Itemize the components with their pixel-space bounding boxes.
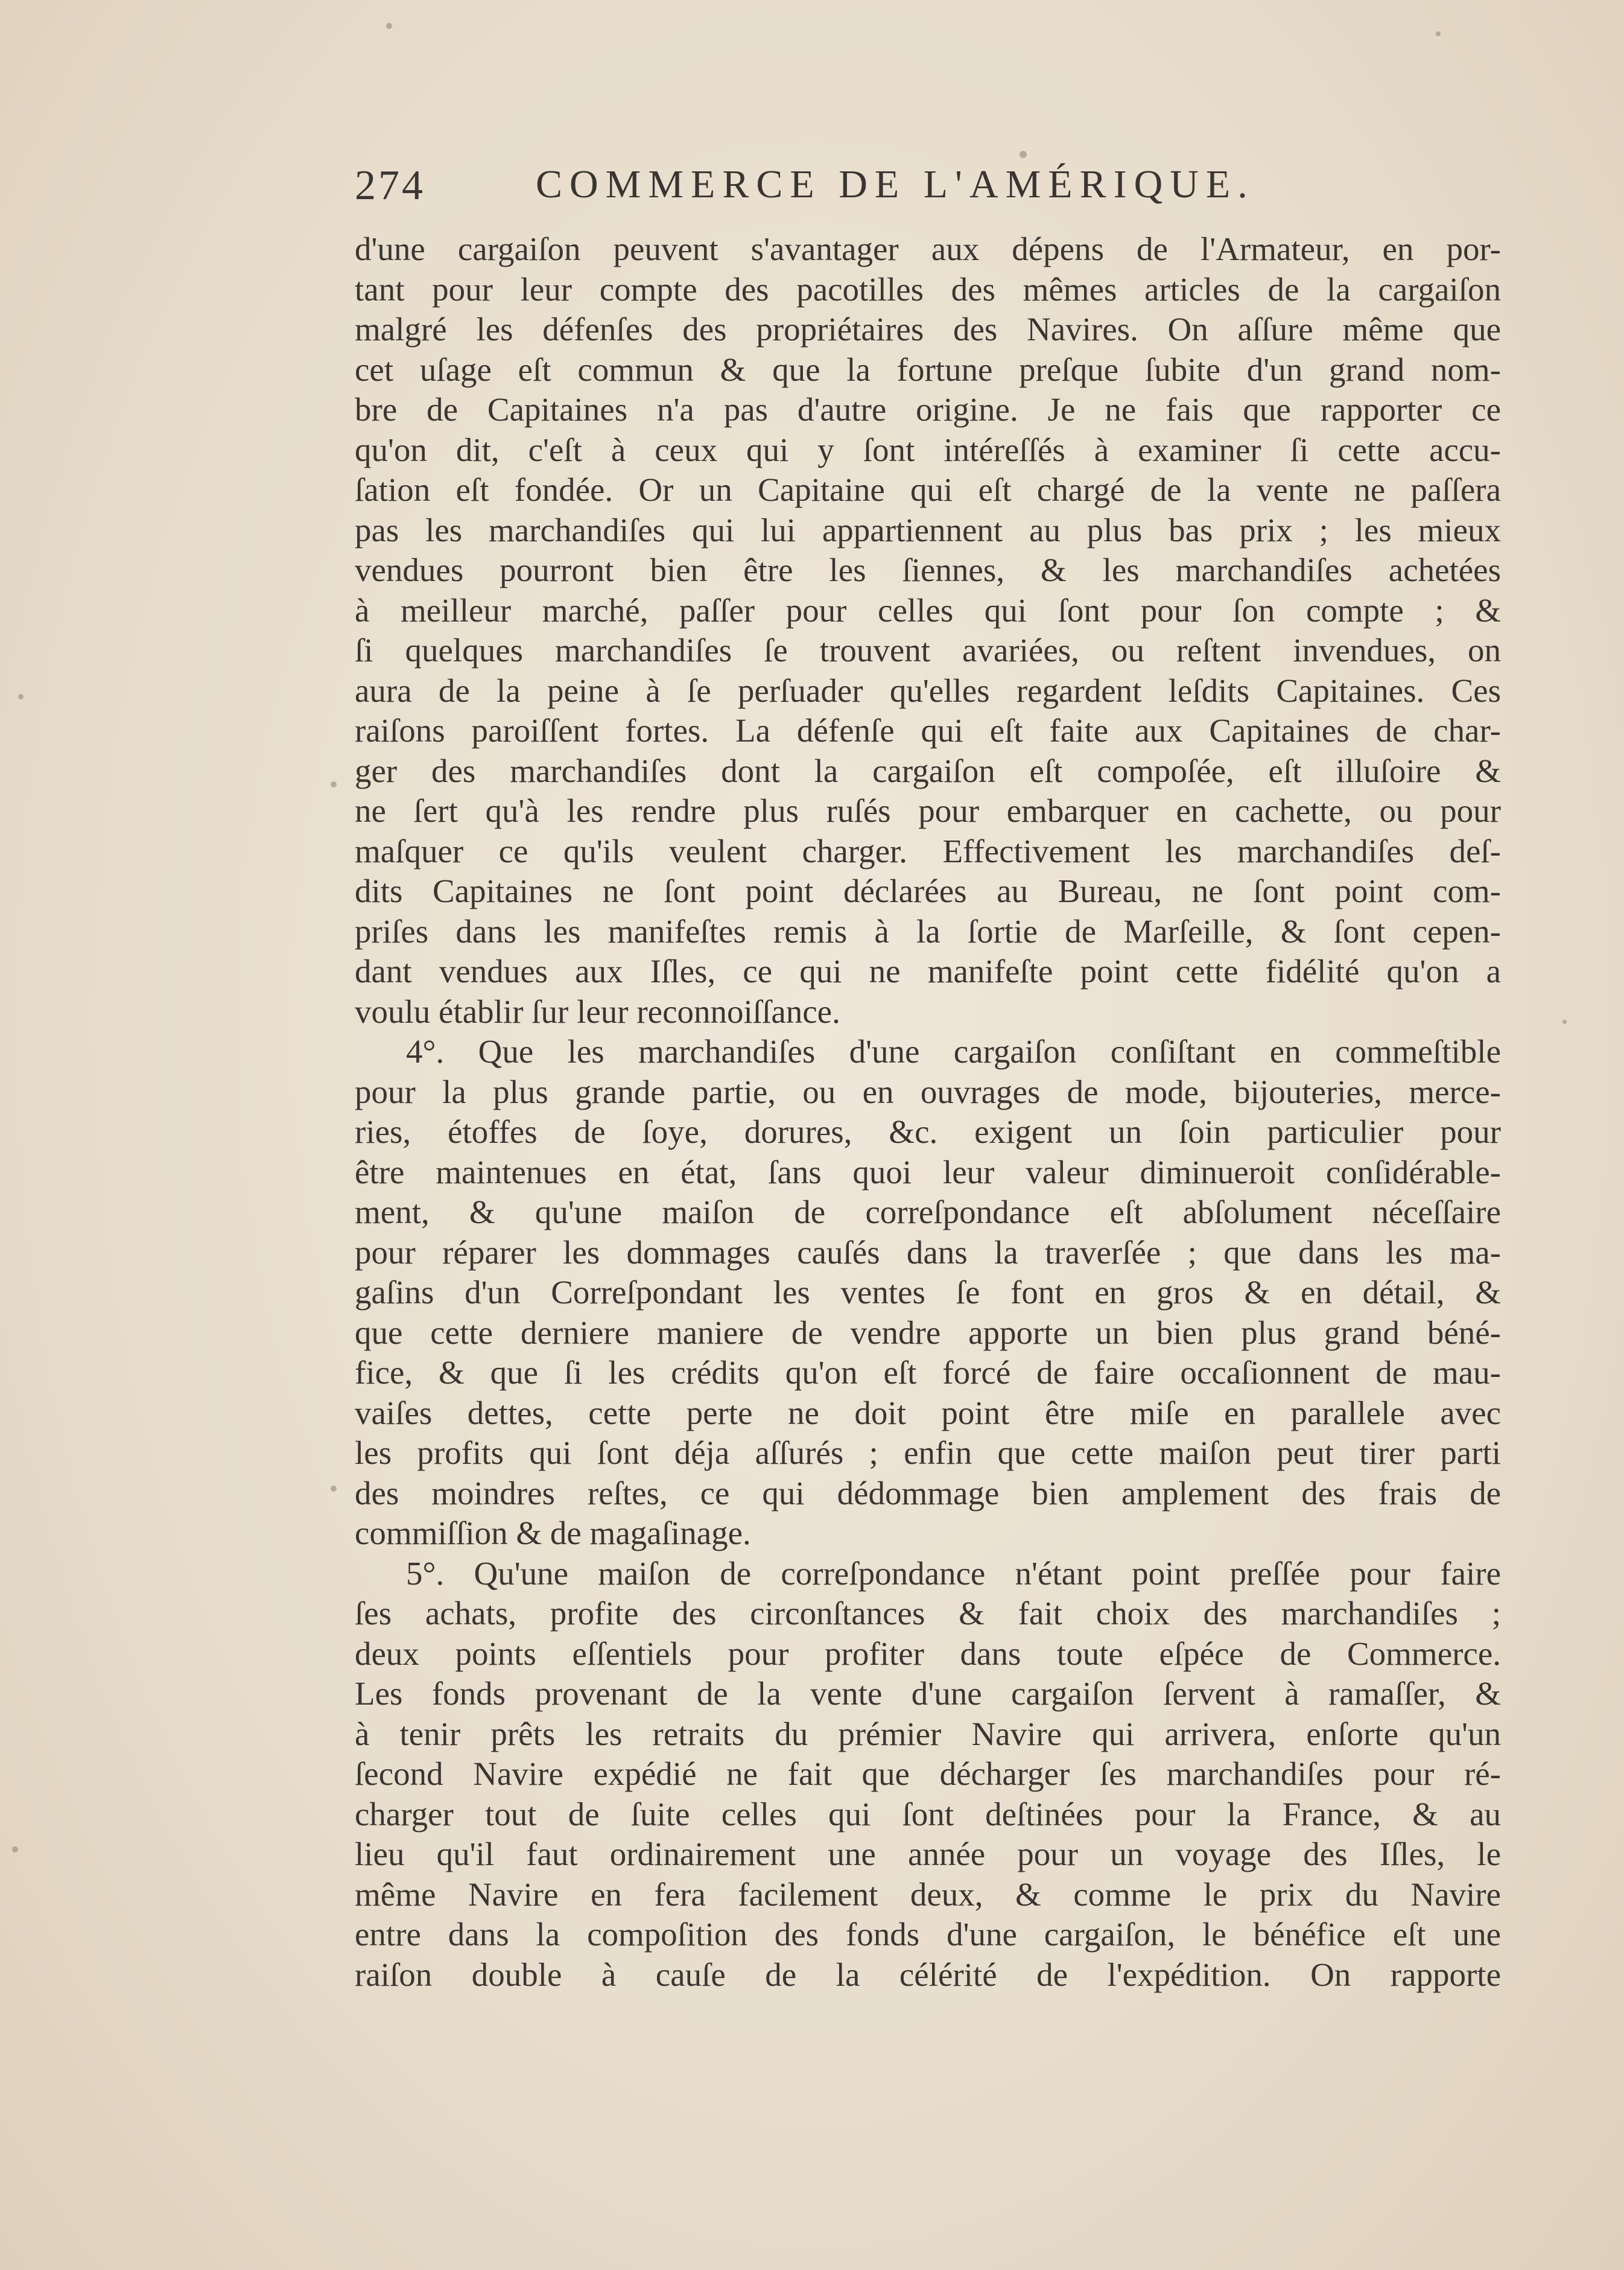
body-text — [355, 229, 1501, 1995]
text-line: ſation eſt fondée. Or un Capitaine qui eſt chargé de la vente ne paſſera — [355, 471, 1501, 508]
text-line: deux points eſſentiels pour profiter dans toute eſpéce de Commerce. — [355, 1635, 1501, 1672]
foxing-spot — [18, 694, 24, 699]
text-line: ries, étoffes de ſoye, dorures, &c. exigent un ſoin particulier pour — [355, 1113, 1501, 1150]
text-line: même Navire en fera facilement deux, & comme le prix du Navire — [355, 1875, 1501, 1913]
foxing-spot — [386, 23, 392, 29]
text-line: charger tout de ſuite celles qui ſont deſtinées pour la France, & au — [355, 1795, 1501, 1833]
text-line: raiſons paroiſſent fortes. La défenſe qui eſt faite aux Capitaines de char- — [355, 712, 1501, 749]
text-line: pas les marchandiſes qui lui appartiennent au plus bas prix ; les mieux — [355, 511, 1501, 548]
text-line: ment, & qu'une maiſon de correſpondance eſt abſolument néceſſaire — [355, 1194, 1501, 1230]
foxing-spot — [331, 1486, 337, 1492]
text-line: des moindres reſtes, ce qui dédommage bien amplement des frais de — [355, 1474, 1501, 1512]
text-line: les profits qui ſont déja aſſurés ; enfin que cette maiſon peut tirer parti — [355, 1434, 1501, 1471]
text-line: que cette derniere maniere de vendre apporte un bien plus grand béné- — [355, 1314, 1501, 1351]
text-line: aura de la peine à ſe perſuader qu'elles regardent leſdits Capitaines. Ces — [355, 672, 1501, 709]
text-line: fice, & que ſi les crédits qu'on eſt forcé de faire occaſionnent de mau- — [355, 1354, 1501, 1391]
text-line: priſes dans les manifeſtes remis à la ſortie de Marſeille, & ſont cepen- — [355, 912, 1501, 950]
text-line: d'une cargaiſon peuvent s'avantager aux dépens de l'Armateur, en por- — [355, 230, 1501, 267]
foxing-spot — [331, 781, 337, 787]
text-line: ſes achats, profite des circonſtances & fait choix des marchandiſes ; — [355, 1595, 1501, 1632]
text-line: ſecond Navire expédié ne fait que décharger ſes marchandiſes pour ré- — [355, 1755, 1501, 1792]
text-line: malgré les défenſes des propriétaires des Navires. On aſſure même que — [355, 311, 1501, 348]
text-line: voulu établir ſur leur reconnoiſſance. — [355, 993, 840, 1030]
text-line: raiſon double à cauſe de la célérité de l'expédition. On rapporte — [355, 1956, 1501, 1993]
text-line: 5°. Qu'une maiſon de correſpondance n'étant point preſſée pour faire — [406, 1554, 1501, 1592]
text-line: cet uſage eſt commun & que la fortune preſque ſubite d'un grand nom- — [355, 351, 1501, 388]
page-number: 274 — [355, 162, 425, 209]
text-line: gaſins d'un Correſpondant les ventes ſe font en gros & en détail, & — [355, 1274, 1501, 1311]
text-line: dits Capitaines ne ſont point déclarées au Bureau, ne ſont point com- — [355, 873, 1501, 909]
text-line: vaiſes dettes, cette perte ne doit point être miſe en parallele avec — [355, 1394, 1501, 1431]
text-line: pour réparer les dommages cauſés dans la traverſée ; que dans les ma- — [355, 1233, 1501, 1271]
foxing-spot — [1562, 1020, 1567, 1024]
foxing-spot — [12, 1846, 18, 1852]
text-line: entre dans la compoſition des fonds d'une cargaiſon, le bénéfice eſt une — [355, 1916, 1501, 1953]
text-line: commiſſion & de magaſinage. — [355, 1515, 751, 1551]
text-line: ne ſert qu'à les rendre plus ruſés pour embarquer en cachette, ou pour — [355, 792, 1501, 829]
text-line: être maintenues en état, ſans quoi leur valeur diminueroit conſidérable- — [355, 1153, 1501, 1191]
foxing-spot — [1020, 151, 1027, 158]
text-line: 4°. Que les marchandiſes d'une cargaiſon conſiſtant en commeſtible — [406, 1033, 1501, 1070]
text-line: maſquer ce qu'ils veulent charger. Effectivement les marchandiſes deſ- — [355, 832, 1501, 870]
text-line: ger des marchandiſes dont la cargaiſon eſt compoſée, eſt illuſoire & — [355, 752, 1501, 789]
text-line: dant vendues aux Iſles, ce qui ne manifeſte point cette fidélité qu'on a — [355, 953, 1501, 990]
page-header — [355, 162, 1489, 216]
text-line: vendues pourront bien être les ſiennes, & les marchandiſes achetées — [355, 552, 1501, 588]
text-line: qu'on dit, c'eſt à ceux qui y ſont intéreſſés à examiner ſi cette accu- — [355, 431, 1501, 468]
text-line: à tenir prêts les retraits du prémier Navire qui arrivera, enſorte qu'un — [355, 1715, 1501, 1752]
text-line: bre de Capitaines n'a pas d'autre origine. Je ne fais que rapporter ce — [355, 391, 1501, 428]
text-line: à meilleur marché, paſſer pour celles qui ſont pour ſon compte ; & — [355, 591, 1501, 629]
text-line: lieu qu'il faut ordinairement une année pour un voyage des Iſles, le — [355, 1836, 1501, 1872]
text-line: Les fonds provenant de la vente d'une cargaiſon ſervent à ramaſſer, & — [355, 1675, 1501, 1712]
text-line: pour la plus grande partie, ou en ouvrages de mode, bijouteries, merce- — [355, 1073, 1501, 1110]
text-line: tant pour leur compte des pacotilles des mêmes articles de la cargaiſon — [355, 270, 1501, 308]
text-line: ſi quelques marchandiſes ſe trouvent avariées, ou reſtent invendues, on — [355, 632, 1501, 669]
foxing-spot — [1436, 31, 1441, 36]
running-title: COMMERCE DE L'AMÉRIQUE. — [536, 162, 1255, 206]
